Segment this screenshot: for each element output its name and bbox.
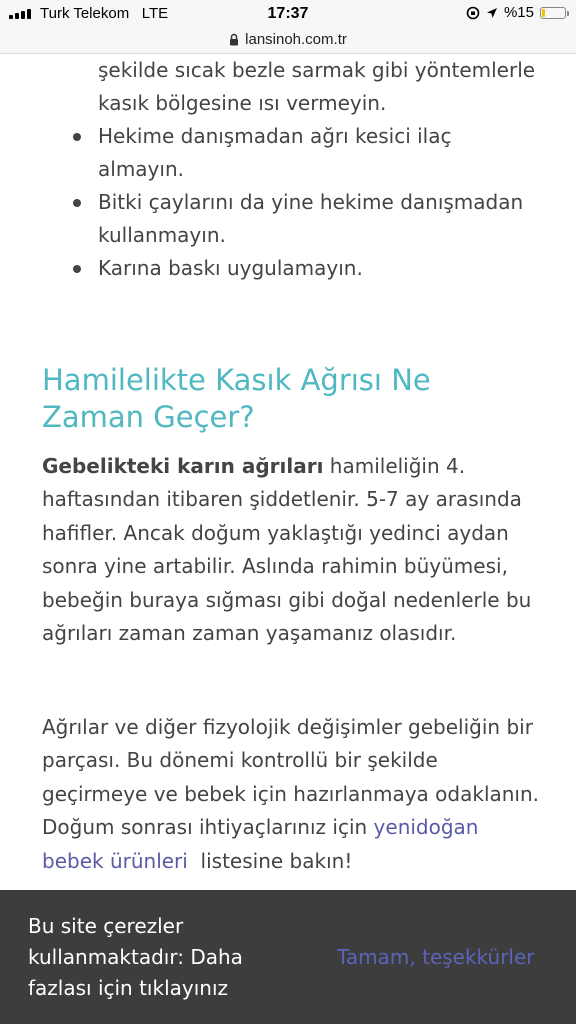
text-line: bebeğin buraya sığması gibi doğal nedenlerle bu	[42, 587, 532, 612]
status-bar	[0, 0, 576, 26]
location-icon	[486, 7, 498, 19]
paragraph	[42, 450, 552, 650]
text-line: almayın.	[98, 157, 184, 181]
text-line	[42, 450, 552, 483]
list-item	[0, 252, 576, 285]
text-line: Bu site çerezler	[28, 914, 184, 938]
bullet-icon	[73, 133, 81, 141]
text-span: listesine bakın!	[187, 848, 353, 873]
battery-percent: %15	[503, 4, 534, 21]
lock-icon	[229, 33, 239, 46]
heading-line: Zaman Geçer?	[42, 400, 255, 434]
url-text[interactable]: lansinoh.com.tr	[245, 31, 347, 48]
text-line: ağrıları zaman zaman yaşamanız olasıdır.	[42, 621, 457, 646]
paragraph	[42, 711, 552, 878]
newborn-products-link[interactable]: yenidoğan	[373, 815, 479, 840]
section-heading	[42, 362, 542, 436]
text-line: haftasından itibaren şiddetlenir. 5-7 ay arasında	[42, 487, 522, 512]
status-time: 17:37	[267, 5, 309, 22]
text-line	[42, 811, 552, 844]
text-line: kullanmayın.	[98, 223, 226, 247]
network-type: LTE	[141, 5, 169, 22]
bullet-icon	[73, 199, 81, 207]
list-item	[0, 120, 576, 186]
text-line: Hekime danışmadan ağrı kesici ilaç	[98, 124, 452, 148]
carrier-name: Turk Telekom	[40, 5, 130, 22]
bold-text: Gebelikteki karın ağrıları	[42, 454, 324, 478]
text-line: Karına baskı uygulamayın.	[98, 256, 363, 280]
text-line: sonra yine artabilir. Aslında rahimin büyümesi,	[42, 554, 508, 579]
list-item	[0, 186, 576, 252]
text-line: geçirmeye ve bebek için hazırlanmaya odaklanın.	[42, 781, 540, 806]
text-line: kasık bölgesine ısı vermeyin.	[98, 91, 387, 115]
text-line: Bitki çaylarını da yine hekime danışmadan	[98, 190, 524, 214]
newborn-products-link-cont[interactable]: bebek ürünleri	[42, 848, 188, 873]
text-line	[42, 845, 552, 878]
browser-address-bar[interactable]	[0, 26, 576, 54]
text-span: hamileliğin 4.	[323, 454, 466, 478]
text-line: şekilde sıcak bezle sarmak gibi yöntemlerle	[98, 58, 536, 82]
heading-line: Hamilelikte Kasık Ağrısı Ne	[42, 363, 431, 397]
text-line: hafifler. Ancak doğum yaklaştığı yedinci aydan	[42, 520, 509, 545]
cookie-message[interactable]	[28, 911, 288, 1004]
text-line: Ağrılar ve diğer fizyolojik değişimler gebeliğin bir	[42, 715, 533, 739]
advice-list	[0, 120, 576, 285]
text-line: kullanmaktadır: Daha	[28, 945, 243, 969]
battery-icon	[540, 7, 566, 19]
accept-cookies-button[interactable]: Tamam, teşekkürler	[337, 945, 535, 969]
status-right-group	[466, 4, 566, 21]
bullet-icon	[73, 265, 81, 273]
text-span: Doğum sonrası ihtiyaçlarınız için	[42, 815, 374, 840]
screen-lock-icon	[466, 6, 480, 20]
battery-fill	[542, 9, 545, 17]
list-item-continuation	[0, 54, 568, 120]
cookie-banner	[0, 890, 576, 1024]
text-line: parçası. Bu dönemi kontrollü bir şekilde	[42, 748, 438, 773]
text-line: fazlası için tıklayınız	[28, 976, 228, 1000]
